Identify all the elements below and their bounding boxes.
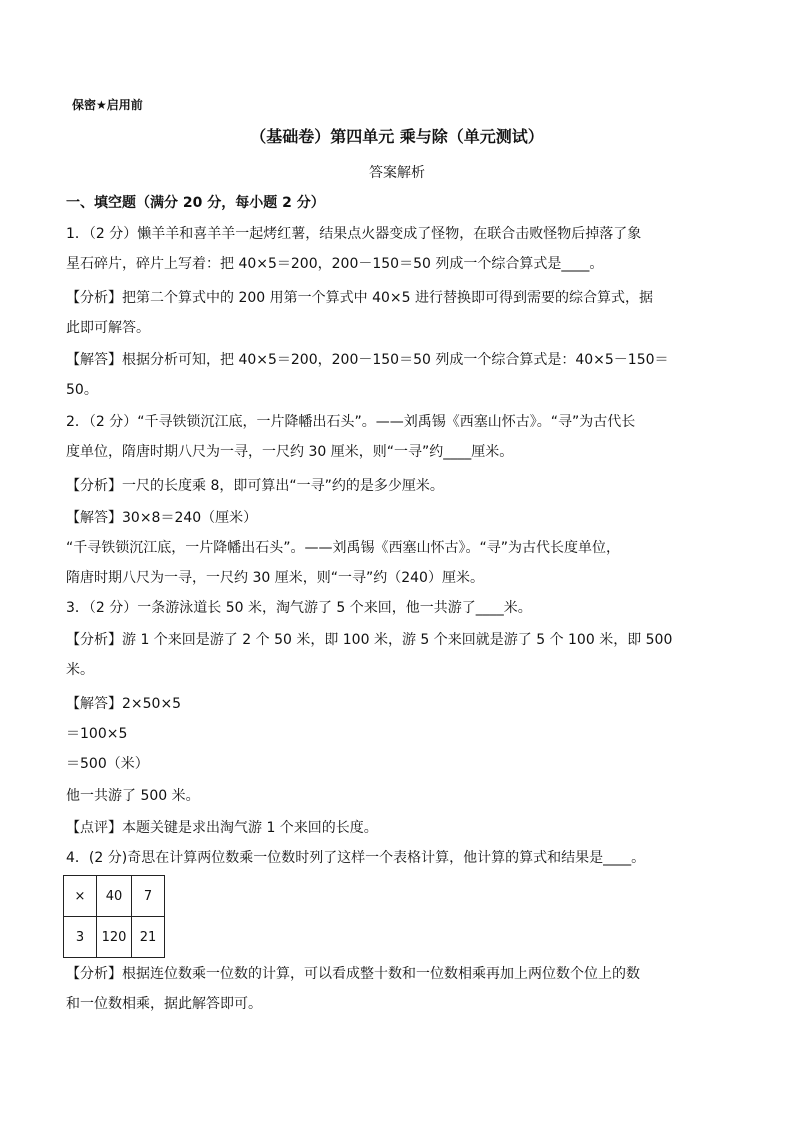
q2-answer-line-1: 【解答】30×8＝240（厘米） bbox=[66, 510, 258, 526]
table-cell: 21 bbox=[132, 917, 165, 958]
q2-question-line-1: 2．（2 分）“千寻铁锁沉江底，一片降幡出石头”。——刘禹锡《西塞山怀古》。“寻”为古代长 bbox=[66, 414, 636, 430]
table-cell: 3 bbox=[64, 917, 97, 958]
page-title: （基础卷）第四单元 乘与除（单元测试） bbox=[250, 127, 544, 146]
q1-analysis-line-2: 此即可解答。 bbox=[66, 320, 150, 336]
table-row bbox=[64, 917, 165, 958]
q2-question-line-2: 度单位，隋唐时期八尺为一寻，一尺约 30 厘米，则“一寻”约____厘米。 bbox=[66, 444, 514, 460]
q3-comment: 【点评】本题关键是求出淘气游 1 个来回的长度。 bbox=[66, 820, 378, 836]
page-subtitle: 答案解析 bbox=[369, 165, 425, 181]
table-cell: 120 bbox=[97, 917, 132, 958]
q4-question: 4．(2 分)奇思在计算两位数乘一位数时列了这样一个表格计算，他计算的算式和结果是____。 bbox=[66, 850, 646, 866]
q4-analysis-line-2: 和一位数相乘，据此解答即可。 bbox=[66, 996, 262, 1012]
q3-answer-line-2: ＝100×5 bbox=[66, 726, 128, 742]
table-cell: 40 bbox=[97, 876, 132, 917]
q2-answer-line-3: 隋唐时期八尺为一寻，一尺约 30 厘米，则“一寻”约（240）厘米。 bbox=[66, 570, 484, 586]
q3-analysis-line-2: 米。 bbox=[66, 662, 94, 678]
section-heading: 一、填空题（满分 20 分，每小题 2 分） bbox=[66, 195, 325, 211]
table-cell: 7 bbox=[132, 876, 165, 917]
table-row bbox=[64, 876, 165, 917]
q3-answer-line-4: 他一共游了 500 米。 bbox=[66, 788, 200, 804]
q1-answer-line-1: 【解答】根据分析可知，把 40×5＝200，200－150＝50 列成一个综合算式是：40×5－150＝ bbox=[66, 352, 669, 368]
q3-analysis-line-1: 【分析】游 1 个来回是游了 2 个 50 米，即 100 米，游 5 个来回就是游了 5 个 100 米，即 500 bbox=[66, 632, 673, 648]
q3-question: 3．（2 分）一条游泳道长 50 米，淘气游了 5 个来回，他一共游了____米。 bbox=[66, 600, 532, 616]
q3-answer-line-1: 【解答】2×50×5 bbox=[66, 696, 182, 712]
q1-analysis-line-1: 【分析】把第二个算式中的 200 用第一个算式中 40×5 进行替换即可得到需要的综合算式，据 bbox=[66, 290, 653, 306]
q4-analysis-line-1: 【分析】根据连位数乘一位数的计算，可以看成整十数和一位数相乘再加上两位数个位上的数 bbox=[66, 966, 640, 982]
q1-question-line-2: 星石碎片，碎片上写着：把 40×5＝200，200－150＝50 列成一个综合算式是____。 bbox=[66, 256, 604, 272]
q2-answer-line-2: “千寻铁锁沉江底，一片降幡出石头”。——刘禹锡《西塞山怀古》。“寻”为古代长度单位， bbox=[66, 540, 621, 556]
multiplication-grid-table bbox=[63, 875, 165, 958]
table-cell: × bbox=[64, 876, 97, 917]
q3-answer-line-3: ＝500（米） bbox=[66, 756, 149, 772]
confidential-label: 保密★启用前 bbox=[72, 98, 143, 112]
q1-question-line-1: 1．（2 分）懒羊羊和喜羊羊一起烤红薯，结果点火器变成了怪物，在联合击败怪物后掉落了象 bbox=[66, 226, 642, 242]
q1-answer-line-2: 50。 bbox=[66, 382, 98, 398]
q2-analysis: 【分析】一尺的长度乘 8，即可算出“一寻”约的是多少厘米。 bbox=[66, 478, 444, 494]
